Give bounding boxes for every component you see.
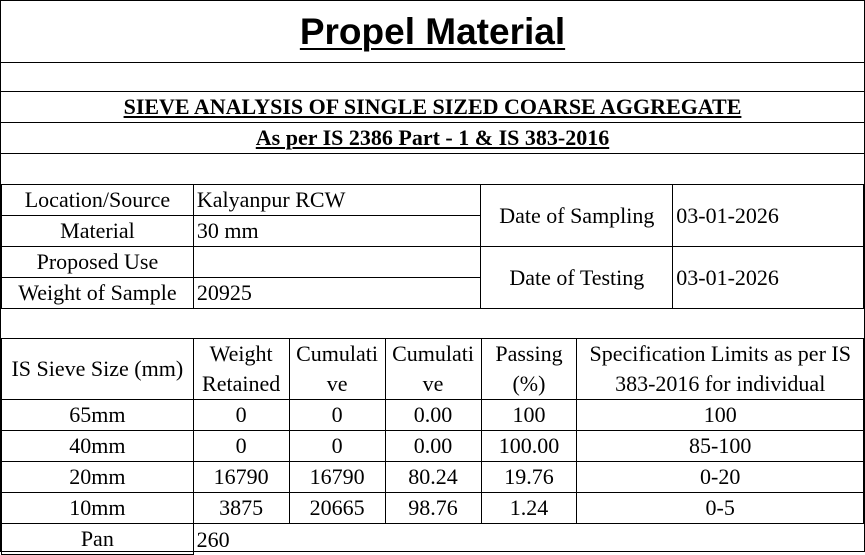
table-cell: 0 (193, 400, 289, 431)
subtitle-line-1: SIEVE ANALYSIS OF SINGLE SIZED COARSE AGGREGATE (1, 92, 864, 123)
location-value: Kalyanpur RCW (193, 185, 481, 216)
table-cell: 19.76 (481, 462, 577, 493)
table-cell: 40mm (2, 431, 194, 462)
proposed-use-value (193, 247, 481, 278)
pan-label: Pan (2, 524, 194, 555)
table-cell: 16790 (289, 462, 385, 493)
header-cumulative-1: Cumulati ve (289, 339, 385, 400)
table-cell: 3875 (193, 493, 289, 524)
table-cell: 0-20 (577, 462, 864, 493)
page-title: Propel Material (1, 1, 864, 63)
pan-value: 260 (193, 524, 863, 555)
sampling-label: Date of Sampling (481, 185, 673, 247)
header-passing: Passing (%) (481, 339, 577, 400)
header-cumulative-2: Cumulati ve (385, 339, 481, 400)
table-cell: 100.00 (481, 431, 577, 462)
blank-row (1, 308, 864, 339)
weight-label: Weight of Sample (2, 278, 194, 309)
table-cell: 1.24 (481, 493, 577, 524)
location-label: Location/Source (2, 185, 194, 216)
table-cell: 85-100 (577, 431, 864, 462)
table-cell: 0.00 (385, 400, 481, 431)
table-row (2, 400, 864, 431)
table-cell: 10mm (2, 493, 194, 524)
table-cell: 80.24 (385, 462, 481, 493)
testing-label: Date of Testing (481, 247, 673, 309)
table-row (2, 462, 864, 493)
header-weight-retained: Weight Retained (193, 339, 289, 400)
blank-row (1, 63, 864, 92)
blank-row (1, 154, 864, 185)
table-row (2, 493, 864, 524)
table-cell: 65mm (2, 400, 194, 431)
table-cell: 0 (289, 400, 385, 431)
table-cell: 20665 (289, 493, 385, 524)
pan-row (2, 524, 864, 555)
sieve-table (1, 339, 864, 555)
header-sieve-size: IS Sieve Size (mm) (2, 339, 194, 400)
material-value: 30 mm (193, 216, 481, 247)
table-cell: 0 (289, 431, 385, 462)
table-cell: 0-5 (577, 493, 864, 524)
table-cell: 20mm (2, 462, 194, 493)
table-cell: 100 (481, 400, 577, 431)
subtitle-line-2: As per IS 2386 Part - 1 & IS 383-2016 (1, 123, 864, 154)
table-cell: 0.00 (385, 431, 481, 462)
table-cell: 98.76 (385, 493, 481, 524)
sampling-value: 03-01-2026 (673, 185, 864, 247)
table-cell: 100 (577, 400, 864, 431)
testing-value: 03-01-2026 (673, 247, 864, 309)
info-table (1, 185, 864, 309)
table-cell: 0 (193, 431, 289, 462)
material-label: Material (2, 216, 194, 247)
table-cell: 16790 (193, 462, 289, 493)
header-spec-limits: Specification Limits as per IS 383-2016 for individual (577, 339, 864, 400)
table-row (2, 431, 864, 462)
weight-value: 20925 (193, 278, 481, 309)
proposed-use-label: Proposed Use (2, 247, 194, 278)
